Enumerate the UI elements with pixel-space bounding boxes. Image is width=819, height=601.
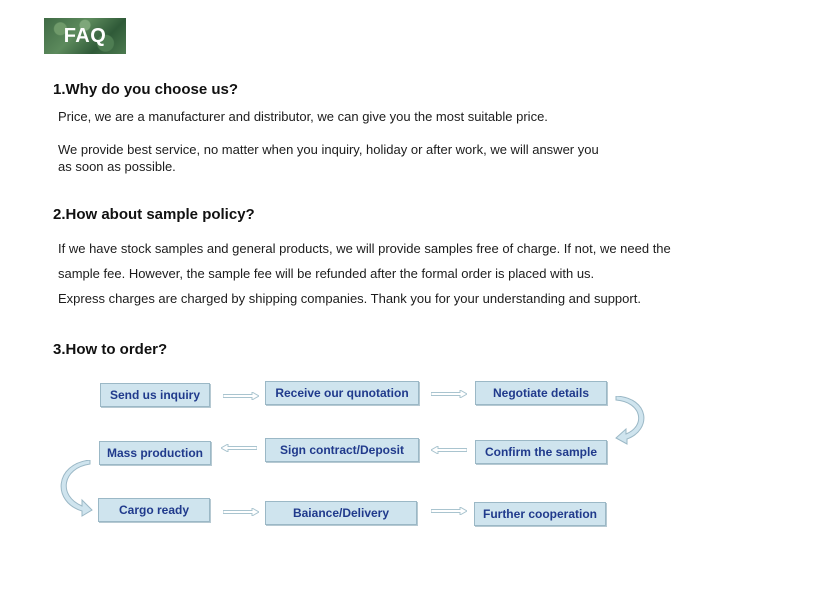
section-title-why-choose: 1.Why do you choose us? — [53, 81, 239, 98]
step-negotiate-details: Negotiate details — [475, 381, 607, 405]
curved-arrow-down-icon — [58, 460, 94, 518]
faq-badge: FAQ — [44, 18, 126, 54]
arrow-right-icon — [431, 390, 467, 398]
paragraph-service-2: as soon as possible. — [58, 159, 176, 174]
paragraph-sample-1: If we have stock samples and general products, we will provide samples free of charge. If not, we need the — [58, 241, 671, 256]
step-cargo-ready: Cargo ready — [98, 498, 210, 522]
arrow-right-icon — [223, 392, 259, 400]
step-sign-contract: Sign contract/Deposit — [265, 438, 419, 462]
step-further-cooperation: Further cooperation — [474, 502, 606, 526]
paragraph-service-1: We provide best service, no matter when you inquiry, holiday or after work, we will answer you — [58, 142, 599, 157]
paragraph-sample-2: sample fee. However, the sample fee will be refunded after the formal order is placed with us. — [58, 266, 595, 281]
step-confirm-sample: Confirm the sample — [475, 440, 607, 464]
paragraph-sample-3: Express charges are charged by shipping companies. Thank you for your understanding and support. — [58, 291, 641, 306]
arrow-left-icon — [221, 444, 257, 452]
step-balance-delivery: Baiance/Delivery — [265, 501, 417, 525]
step-receive-quotation: Receive our qunotation — [265, 381, 419, 405]
step-mass-production: Mass production — [99, 441, 211, 465]
section-title-sample-policy: 2.How about sample policy? — [53, 206, 255, 223]
arrow-left-icon — [431, 446, 467, 454]
curved-arrow-down-icon — [612, 396, 648, 446]
arrow-right-icon — [223, 508, 259, 516]
step-send-inquiry: Send us inquiry — [100, 383, 210, 407]
paragraph-price: Price, we are a manufacturer and distributor, we can give you the most suitable price. — [58, 109, 548, 124]
arrow-right-icon — [431, 507, 467, 515]
section-title-how-to-order: 3.How to order? — [53, 341, 168, 358]
